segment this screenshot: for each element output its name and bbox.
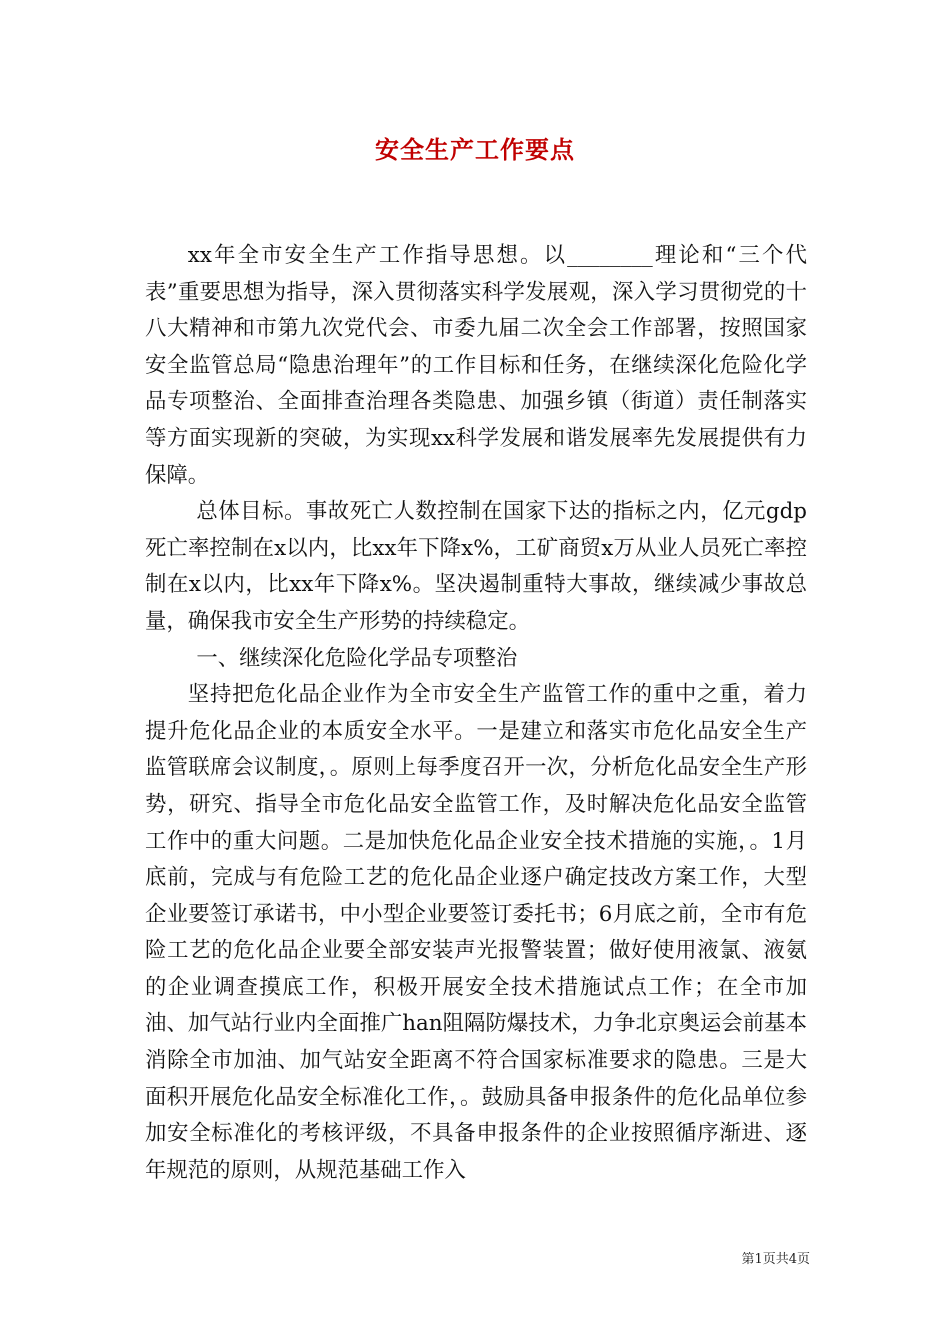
- document-body: [145, 238, 807, 1189]
- paragraph-section-one: 坚持把危化品企业作为全市安全生产监管工作的重中之重，着力提升危化品企业的本质安全水平。一是建立和落实市危化品安全生产监管联席会议制度，。原则上每季度召开一次，分析危化品安全生产形势，研究、指导全市危化品安全监管工作，及时解决危化品安全监管工作中的重大问题。二是加快危化品企业安全技术措施的实施，。1月底前，完成与有危险工艺的危化品企业逐户确定技改方案工作，大型企业要签订承诺书，中小型企业要签订委托书；6月底之前，全市有危险工艺的危化品企业要全部安装声光报警装置；做好使用液氯、液氨的企业调查摸底工作，积极开展安全技术措施试点工作；在全市加油、加气站行业内全面推广han阻隔防爆技术，力争北京奥运会前基本消除全市加油、加气站安全距离不符合国家标准要求的隐患。三是大面积开展危化品安全标准化工作，。鼓励具备申报条件的危化品单位参加安全标准化的考核评级，不具备申报条件的企业按照循序渐进、逐年规范的原则，从规范基础工作入: [145, 682, 807, 1183]
- section-heading: 一、继续深化危险化学品专项整治: [196, 645, 518, 671]
- paragraph-overall-goal: 总体目标。事故死亡人数控制在国家下达的指标之内，亿元gdp死亡率控制在x以内，比xx年下降x%，工矿商贸x万从业人员死亡率控制在x以内，比xx年下降x%。坚决遏制重特大事故，继续减少事故总量，确保我市安全生产形势的持续稳定。: [145, 499, 807, 634]
- paragraph-guiding-thought: xx年全市安全生产工作指导思想。以________理论和“三个代表”重要思想为指导，深入贯彻落实科学发展观，深入学习贯彻党的十八大精神和市第九次党代会、市委九届二次全会工作部署，按照国家安全监管总局“隐患治理年”的工作目标和任务，在继续深化危险化学品专项整治、全面排查治理各类隐患、加强乡镇（街道）责任制落实等方面实现新的突破，为实现xx科学发展和谐发展率先发展提供有力保障。: [145, 243, 807, 488]
- page-number-footer: 第1页共4页: [741, 1252, 810, 1267]
- document-title: 安全生产工作要点: [375, 135, 575, 164]
